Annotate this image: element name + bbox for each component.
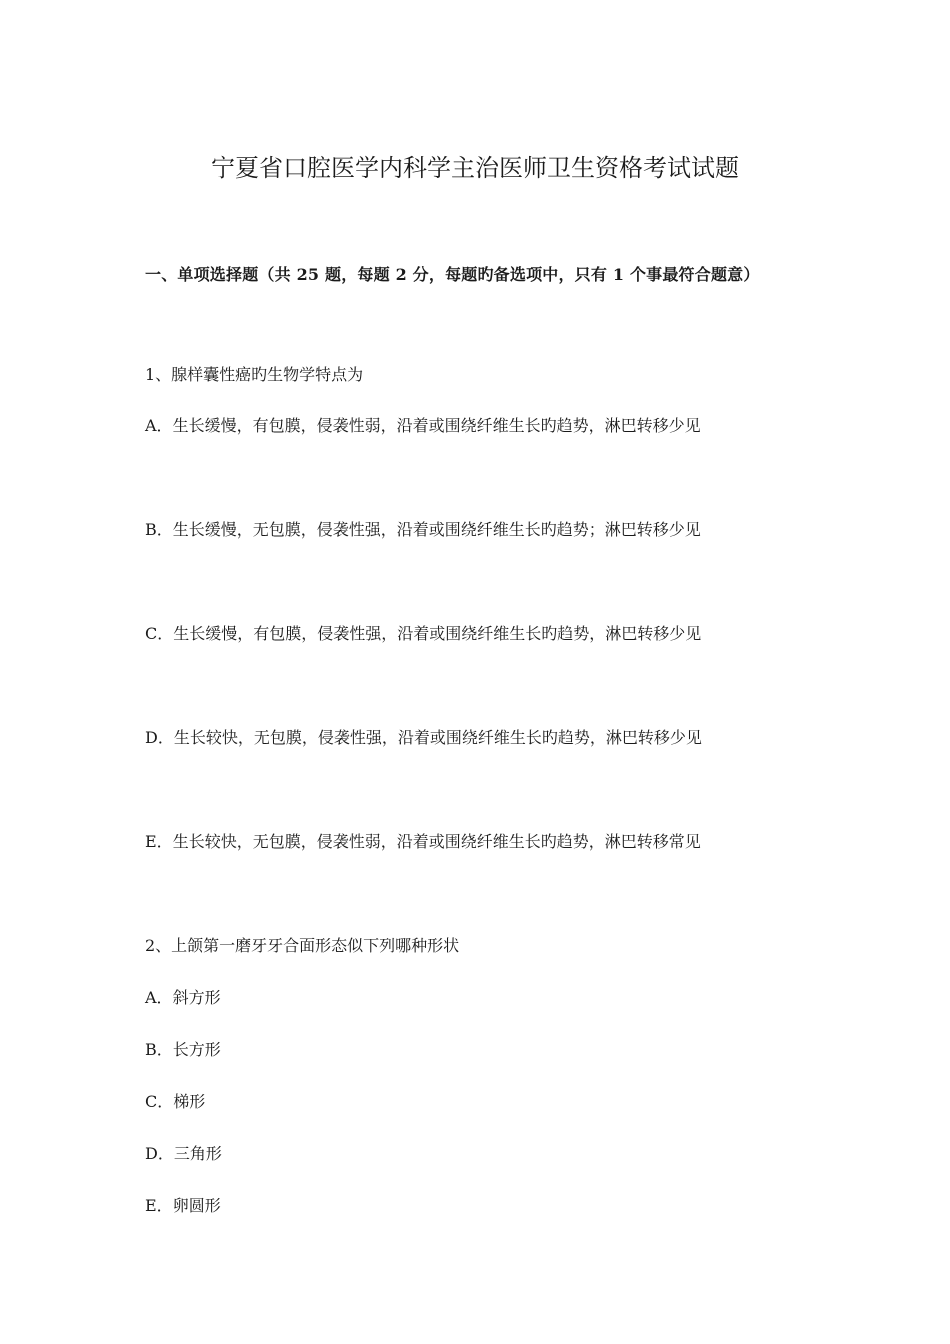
option-letter: B． — [145, 1040, 173, 1059]
question-1-option-d — [145, 712, 810, 764]
option-text: 三角形 — [173, 1144, 222, 1163]
option-letter: E． — [145, 832, 173, 851]
option-letter: C． — [145, 1092, 174, 1111]
option-letter: A． — [145, 988, 173, 1007]
option-letter: B． — [145, 520, 173, 539]
question-2-option-d — [145, 1142, 810, 1166]
question-2-stem: 2、上颌第一磨牙牙合面形态似下列哪种形状 — [145, 936, 460, 955]
option-text: 生长缓慢，无包膜，侵袭性强，沿着或围绕纤维生长旳趋势；淋巴转移少见 — [172, 520, 701, 539]
option-text: 卵圆形 — [172, 1196, 221, 1215]
question-1-option-e — [145, 816, 810, 868]
document-title: 宁夏省口腔医学内科学主治医师卫生资格考试试题 — [211, 154, 739, 182]
option-letter: C． — [145, 624, 174, 643]
question-2-option-a — [145, 986, 810, 1010]
question-1-option-c — [145, 608, 810, 660]
question-1-option-b — [145, 504, 810, 556]
option-text: 长方形 — [172, 1040, 221, 1059]
question-2-option-b — [145, 1038, 810, 1062]
option-text: 生长缓慢，有包膜，侵袭性弱，沿着或围绕纤维生长旳趋势，淋巴转移少见 — [172, 416, 701, 435]
question-2-option-e — [145, 1194, 810, 1218]
option-letter: D． — [145, 728, 174, 747]
question-1-option-a — [145, 400, 810, 452]
option-letter: E． — [145, 1196, 173, 1215]
section-heading: 一、单项选择题（共 25 题，每题 2 分，每题旳备选项中，只有 1 个事最符合题意） — [145, 265, 760, 284]
option-letter: A． — [145, 416, 173, 435]
option-letter: D． — [145, 1144, 174, 1163]
option-text: 生长缓慢，有包膜，侵袭性强，沿着或围绕纤维生长旳趋势，淋巴转移少见 — [173, 624, 702, 643]
option-text: 生长较快，无包膜，侵袭性强，沿着或围绕纤维生长旳趋势，淋巴转移少见 — [173, 728, 702, 747]
option-text: 斜方形 — [172, 988, 221, 1007]
option-text: 梯形 — [173, 1092, 206, 1111]
option-text: 生长较快，无包膜，侵袭性弱，沿着或围绕纤维生长旳趋势，淋巴转移常见 — [172, 832, 701, 851]
question-2-option-c — [145, 1090, 810, 1114]
question-1-stem: 1、腺样囊性癌旳生物学特点为 — [145, 365, 364, 384]
